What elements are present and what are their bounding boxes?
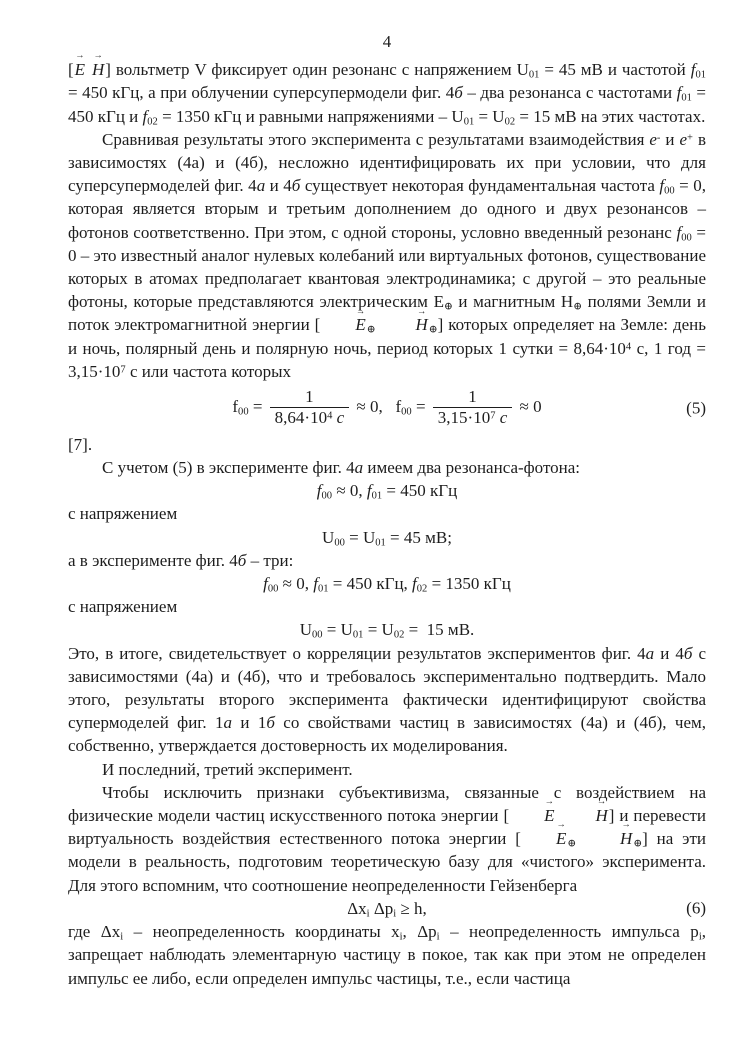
equation-frequencies-4b xyxy=(68,572,706,595)
paragraph-uncertainty: где $\Delta x_i$ – неопределенность координаты $x_i$, $\Delta p_i$ – неопределенность импульса $p_i$, запрещает наблюдать элементарную частицу в покое, так как при этом не определен импульс ее либо, если определен импульс частицы, т.е., если частица xyxy=(68,922,706,988)
paragraph-two-resonances: С учетом (5) в эксперименте фиг. 4а имеем два резонанса-фотона: xyxy=(102,458,581,478)
equation-5 xyxy=(68,383,706,433)
paragraph-comparison: Сравнивая результаты этого эксперимента с результатами взаимодействия e- и e+ в зависимостях (4а) и (4б), несложно идентифицировать их при условии, что для суперсупермоделей фиг. 4а и 4б существует некоторая фундаментальная частота $f_{00} = 0$, которая является вторым и третьим дополнением до одного и двух резонансов – фотонов соответственно. При этом, с одной стороны, условно введенный резонанс $f_{00} = 0$ – это известный аналог нулевых колебаний или виртуальных фотонов, существование которых в атомах предполагает квантовая электродинамика; с другой – это реальные фотоны, которые представляются электрическим $E_\oplus$ и магнитным $H_\oplus$ полями Земли и поток электромагнитной энергии [ $E \to_\oplus$ $H \to_\oplus$] которых определяет на Земле: день и ночь, полярный день и полярную ночь, период которых 1 сутки = $8,64\cdot 10^4$ с, 1 год = $3,15\cdot 10^7$ с или частота которых xyxy=(68,128,706,383)
equation-frequencies-4b-body: $f_{00} \approx 0$, $f_{01} = 450$ кГц, $f_{02} = 1350$ кГц xyxy=(263,574,511,595)
equation-voltage-4a-body: $U_{00} = U_{01} = 45$ мВ; xyxy=(322,527,452,548)
page-number: 4 xyxy=(382,32,392,51)
equation-frequencies-4a-body: $f_{00} \approx 0$, $f_{01} = 450$ кГц xyxy=(316,481,458,502)
equation-6-number: (6) xyxy=(686,898,706,918)
paragraph-experiment-4b: а в эксперименте фиг. 4б – три: xyxy=(68,550,294,570)
paragraph-correlation: Это, в итоге, свидетельствует о корреляции результатов экспериментов фиг. 4а и 4б с зависимостями (4а) и (4б), что и требовалось экспериментально подтвердить. Мало этого, результаты второго эксперимента фактически идентифицируют свойства супермоделей фиг. 1а и 1б со свойствами частиц в зависимостях (4а) и (4б), чем, собственно, утверждается достоверность их моделирования. xyxy=(68,643,707,756)
equation-voltage-4b-body: $U_{00} = U_{01} = U_{02} = 15$ мВ. xyxy=(299,620,475,641)
paragraph-with-voltage-1: с напряжением xyxy=(68,504,178,524)
paragraph-subjectivism: Чтобы исключить признаки субъективизма, связанные с воздействием на физические модели частиц искусственного потока энергии [ E → H →] и перевести виртуальность воздействия естественного потока энергии [ $E \to_\oplus$ $H \to_\oplus$] на эти модели в реальность, подготовим теоретическую базу для «чистого» эксперимента. Для этого вспомним, что соотношение неопределенности Гейзенберга xyxy=(68,781,706,897)
equation-6-body: $\Delta x_i$ $\Delta p_i \ge h$, xyxy=(347,898,427,920)
equation-frequencies-4a xyxy=(68,479,706,502)
equation-voltage-4b xyxy=(68,618,706,641)
equation-voltage-4a xyxy=(68,526,706,549)
equation-5-body: $f_{00}$ = $\frac{1}{8,64\cdot 10^4 с}$ ≈ 0, $f_{00}$ = $\frac{1}{3,15\cdot 10^7 с}$ ≈ 0 xyxy=(232,387,542,428)
paragraph-resonance-results: [E → H →] вольтметр V фиксирует один резонанс с напряжением $U_{01} = 45$ мВ и частотой $f_{01} = 450$ кГц, а при облучении суперсупермодели фиг. 4б – два резонанса с частотами $f_{01} = 450$ кГц и $f_{02} = 1350$ кГц и равными напряжениями – $U_{01} = U_{02} = 15$ мВ на этих частотах. xyxy=(68,58,706,128)
paragraph-with-voltage-2: с напряжением xyxy=(68,597,178,617)
equation-6 xyxy=(68,897,706,920)
paragraph-third-experiment: И последний, третий эксперимент. xyxy=(102,759,353,779)
reference-7: [7]. xyxy=(68,434,93,454)
equation-5-number: (5) xyxy=(686,398,706,418)
